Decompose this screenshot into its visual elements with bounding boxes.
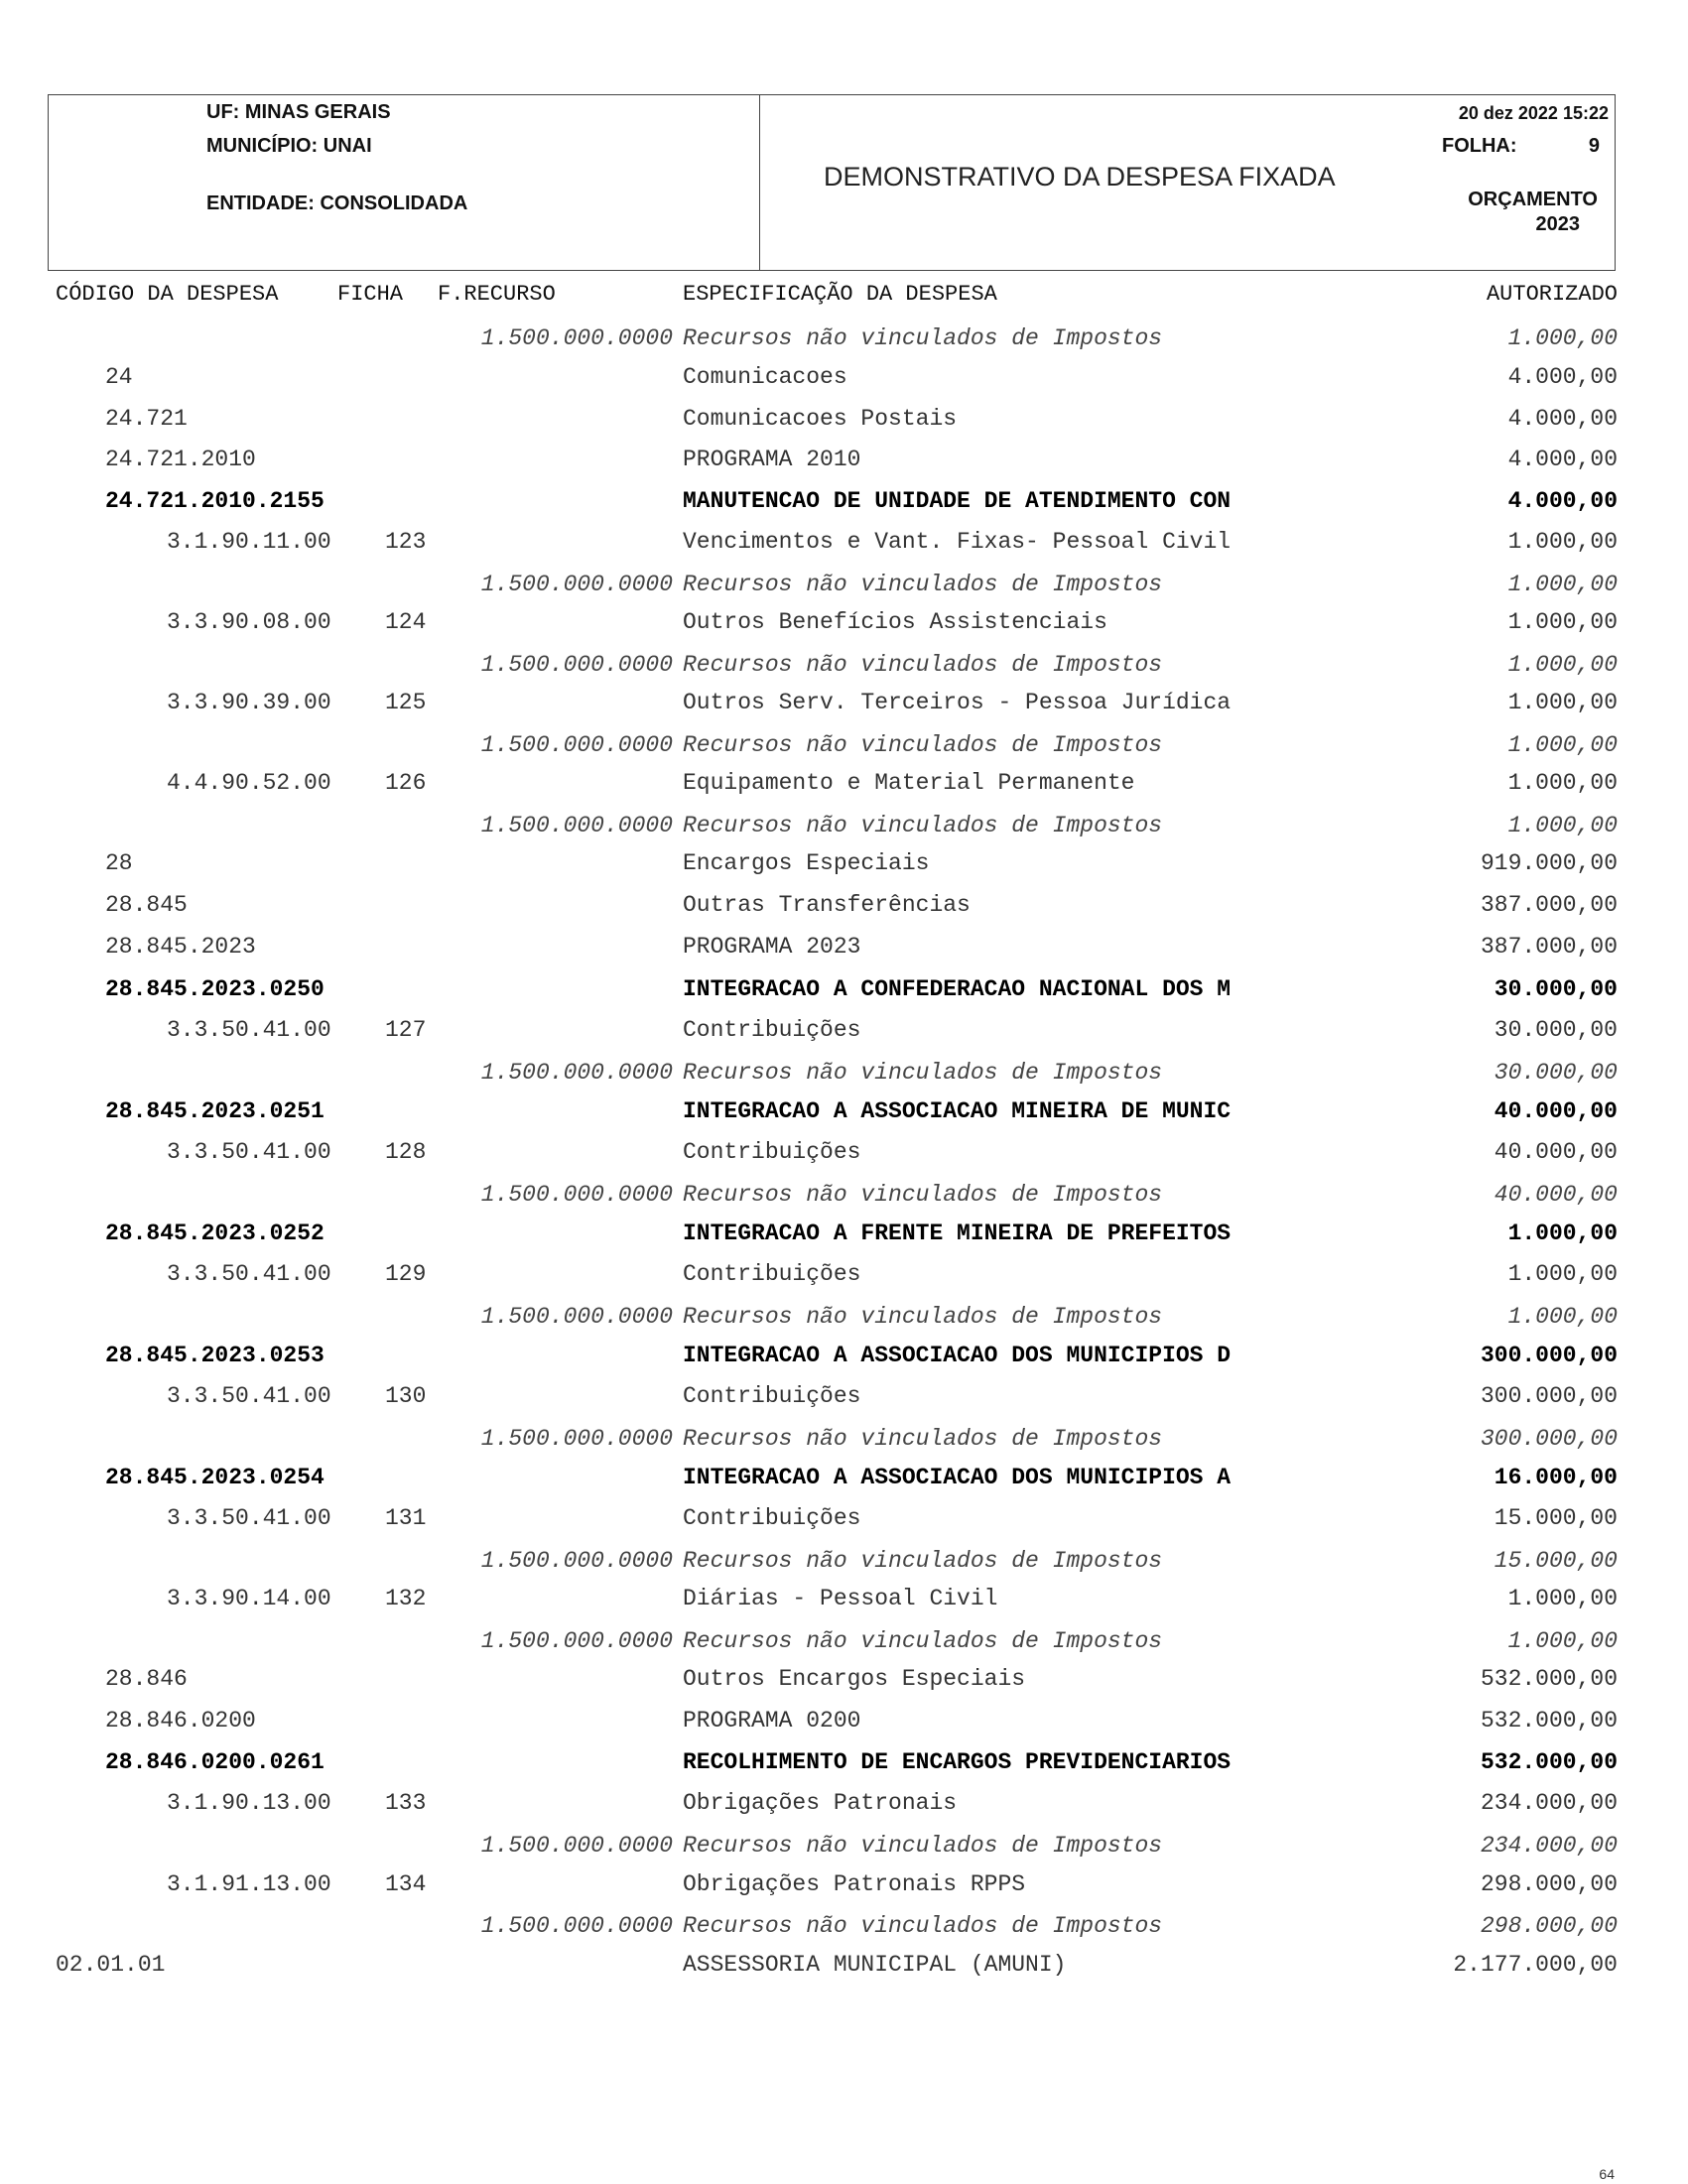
table-row	[0, 1628, 1688, 1660]
row-value: 1.000,00	[1507, 690, 1618, 715]
row-fonte: 1.500.000.0000	[480, 652, 673, 678]
row-code: 28.846.0200.0261	[105, 1749, 325, 1775]
row-value: 2.177.000,00	[1453, 1952, 1618, 1978]
row-code: 28	[105, 850, 133, 876]
row-code: 02.01.01	[56, 1952, 166, 1978]
table-row	[0, 572, 1688, 603]
table-row	[0, 1304, 1688, 1336]
row-code: 3.3.90.08.00	[167, 609, 331, 635]
table-row	[0, 732, 1688, 764]
row-ficha: 134	[385, 1871, 427, 1897]
table-row	[0, 529, 1688, 561]
row-spec: INTEGRACAO A ASSOCIACAO MINEIRA DE MUNIC	[683, 1098, 1232, 1124]
table-row	[0, 1220, 1688, 1252]
row-value: 298.000,00	[1480, 1913, 1618, 1939]
row-spec: Comunicacoes	[683, 364, 847, 390]
uf-label: UF: MINAS GERAIS	[206, 101, 391, 123]
row-value: 1.000,00	[1507, 1628, 1618, 1654]
row-code: 24.721.2010	[105, 447, 256, 472]
row-value: 30.000,00	[1493, 1017, 1618, 1043]
row-code: 28.846	[105, 1666, 188, 1692]
row-spec: Recursos não vinculados de Impostos	[683, 1628, 1163, 1654]
row-fonte: 1.500.000.0000	[480, 1060, 673, 1086]
row-value: 298.000,00	[1480, 1871, 1618, 1897]
table-row	[0, 690, 1688, 721]
row-code: 3.3.50.41.00	[167, 1139, 331, 1165]
col-fonte-header: F.RECURSO	[438, 282, 556, 307]
row-code: 3.3.50.41.00	[167, 1383, 331, 1409]
table-row	[0, 364, 1688, 396]
row-fonte: 1.500.000.0000	[480, 1833, 673, 1859]
row-code: 3.3.90.14.00	[167, 1586, 331, 1611]
row-spec: Contribuições	[683, 1139, 861, 1165]
row-value: 1.000,00	[1507, 572, 1618, 597]
table-row	[0, 1871, 1688, 1903]
row-spec: Obrigações Patronais RPPS	[683, 1871, 1026, 1897]
table-row	[0, 850, 1688, 882]
row-value: 1.000,00	[1507, 325, 1618, 351]
row-fonte: 1.500.000.0000	[480, 572, 673, 597]
row-fonte: 1.500.000.0000	[480, 732, 673, 758]
row-code: 28.845.2023.0254	[105, 1465, 325, 1490]
row-spec: INTEGRACAO A FRENTE MINEIRA DE PREFEITOS	[683, 1220, 1232, 1246]
row-spec: Recursos não vinculados de Impostos	[683, 1548, 1163, 1574]
row-ficha: 124	[385, 609, 427, 635]
row-spec: Contribuições	[683, 1017, 861, 1043]
row-value: 1.000,00	[1507, 732, 1618, 758]
table-row	[0, 1666, 1688, 1698]
row-code: 3.3.50.41.00	[167, 1261, 331, 1287]
row-spec: PROGRAMA 2010	[683, 447, 861, 472]
table-row	[0, 1182, 1688, 1214]
table-row	[0, 1060, 1688, 1092]
row-value: 4.000,00	[1507, 406, 1618, 432]
row-spec: Outros Benefícios Assistenciais	[683, 609, 1107, 635]
table-row	[0, 1749, 1688, 1781]
table-row	[0, 1708, 1688, 1739]
table-row	[0, 1426, 1688, 1458]
table-row	[0, 1343, 1688, 1374]
row-fonte: 1.500.000.0000	[480, 325, 673, 351]
row-value: 532.000,00	[1480, 1708, 1618, 1734]
row-spec: Contribuições	[683, 1383, 861, 1409]
row-spec: Diárias - Pessoal Civil	[683, 1586, 998, 1611]
row-spec: Outros Encargos Especiais	[683, 1666, 1026, 1692]
row-spec: MANUTENCAO DE UNIDADE DE ATENDIMENTO CON	[683, 488, 1232, 514]
report-title: DEMONSTRATIVO DA DESPESA FIXADA	[824, 162, 1336, 192]
row-code: 28.846.0200	[105, 1708, 256, 1734]
folha-label: FOLHA:	[1442, 135, 1517, 157]
row-spec: Recursos não vinculados de Impostos	[683, 652, 1163, 678]
row-spec: Vencimentos e Vant. Fixas- Pessoal Civil	[683, 529, 1232, 555]
table-row	[0, 609, 1688, 641]
municipio-label: MUNICÍPIO: UNAI	[206, 135, 372, 157]
row-value: 4.000,00	[1507, 447, 1618, 472]
row-value: 234.000,00	[1480, 1790, 1618, 1816]
page-number: 64	[1599, 2166, 1615, 2182]
table-row	[0, 1833, 1688, 1864]
row-value: 40.000,00	[1493, 1182, 1618, 1208]
row-ficha: 125	[385, 690, 427, 715]
row-spec: Contribuições	[683, 1505, 861, 1531]
row-ficha: 130	[385, 1383, 427, 1409]
col-codigo-header: CÓDIGO DA DESPESA	[56, 282, 279, 307]
row-value: 919.000,00	[1480, 850, 1618, 876]
row-spec: Recursos não vinculados de Impostos	[683, 572, 1163, 597]
table-row	[0, 1913, 1688, 1945]
table-row	[0, 770, 1688, 802]
table-row	[0, 325, 1688, 357]
row-code: 24	[105, 364, 133, 390]
row-spec: Encargos Especiais	[683, 850, 930, 876]
table-row	[0, 813, 1688, 844]
row-value: 15.000,00	[1493, 1505, 1618, 1531]
table-row	[0, 1952, 1688, 1984]
row-value: 234.000,00	[1480, 1833, 1618, 1859]
row-code: 28.845.2023.0251	[105, 1098, 325, 1124]
row-code: 3.1.91.13.00	[167, 1871, 331, 1897]
row-value: 300.000,00	[1480, 1383, 1618, 1409]
row-fonte: 1.500.000.0000	[480, 1548, 673, 1574]
row-value: 532.000,00	[1480, 1749, 1618, 1775]
row-value: 1.000,00	[1507, 770, 1618, 796]
row-spec: Recursos não vinculados de Impostos	[683, 1182, 1163, 1208]
table-row	[0, 1261, 1688, 1293]
entidade-label: ENTIDADE: CONSOLIDADA	[206, 193, 468, 214]
table-row	[0, 976, 1688, 1008]
row-spec: Equipamento e Material Permanente	[683, 770, 1135, 796]
row-value: 16.000,00	[1493, 1465, 1618, 1490]
row-ficha: 133	[385, 1790, 427, 1816]
row-value: 40.000,00	[1493, 1139, 1618, 1165]
row-ficha: 127	[385, 1017, 427, 1043]
row-spec: Outros Serv. Terceiros - Pessoa Jurídica	[683, 690, 1232, 715]
row-spec: PROGRAMA 2023	[683, 934, 861, 960]
row-code: 3.3.50.41.00	[167, 1017, 331, 1043]
table-row	[0, 1548, 1688, 1580]
row-code: 3.1.90.13.00	[167, 1790, 331, 1816]
col-autorizado-header: AUTORIZADO	[1486, 282, 1618, 307]
row-value: 1.000,00	[1507, 1220, 1618, 1246]
row-spec: Recursos não vinculados de Impostos	[683, 1060, 1163, 1086]
row-spec: Recursos não vinculados de Impostos	[683, 1913, 1163, 1939]
row-value: 1.000,00	[1507, 529, 1618, 555]
row-fonte: 1.500.000.0000	[480, 1304, 673, 1330]
row-fonte: 1.500.000.0000	[480, 1628, 673, 1654]
row-fonte: 1.500.000.0000	[480, 813, 673, 838]
row-spec: INTEGRACAO A ASSOCIACAO DOS MUNICIPIOS A	[683, 1465, 1232, 1490]
row-ficha: 131	[385, 1505, 427, 1531]
row-value: 1.000,00	[1507, 652, 1618, 678]
row-code: 28.845.2023	[105, 934, 256, 960]
table-row	[0, 1383, 1688, 1415]
table-row	[0, 1139, 1688, 1171]
row-ficha: 123	[385, 529, 427, 555]
table-row	[0, 447, 1688, 478]
folha-value: 9	[1588, 135, 1600, 157]
row-ficha: 132	[385, 1586, 427, 1611]
row-spec: Recursos não vinculados de Impostos	[683, 732, 1163, 758]
row-code: 3.1.90.11.00	[167, 529, 331, 555]
row-spec: Recursos não vinculados de Impostos	[683, 1833, 1163, 1859]
row-fonte: 1.500.000.0000	[480, 1426, 673, 1452]
row-fonte: 1.500.000.0000	[480, 1182, 673, 1208]
table-row	[0, 1505, 1688, 1537]
table-row	[0, 488, 1688, 520]
table-row	[0, 1465, 1688, 1496]
row-spec: PROGRAMA 0200	[683, 1708, 861, 1734]
row-ficha: 126	[385, 770, 427, 796]
table-row	[0, 406, 1688, 438]
row-ficha: 129	[385, 1261, 427, 1287]
row-code: 28.845	[105, 892, 188, 918]
row-spec: Recursos não vinculados de Impostos	[683, 325, 1163, 351]
table-row	[0, 652, 1688, 684]
row-fonte: 1.500.000.0000	[480, 1913, 673, 1939]
row-code: 3.3.90.39.00	[167, 690, 331, 715]
row-spec: Obrigações Patronais	[683, 1790, 958, 1816]
row-code: 24.721	[105, 406, 188, 432]
row-spec: Comunicacoes Postais	[683, 406, 958, 432]
table-row	[0, 1098, 1688, 1130]
row-value: 1.000,00	[1507, 813, 1618, 838]
row-spec: RECOLHIMENTO DE ENCARGOS PREVIDENCIARIOS	[683, 1749, 1232, 1775]
row-value: 1.000,00	[1507, 1261, 1618, 1287]
row-value: 1.000,00	[1507, 609, 1618, 635]
row-value: 15.000,00	[1493, 1548, 1618, 1574]
row-spec: Contribuições	[683, 1261, 861, 1287]
orcamento-label: ORÇAMENTO	[1468, 189, 1598, 210]
row-spec: INTEGRACAO A CONFEDERACAO NACIONAL DOS M	[683, 976, 1232, 1002]
table-row	[0, 1790, 1688, 1822]
row-code: 4.4.90.52.00	[167, 770, 331, 796]
row-spec: Recursos não vinculados de Impostos	[683, 1304, 1163, 1330]
table-row	[0, 892, 1688, 924]
report-datetime: 20 dez 2022 15:22	[1458, 103, 1609, 123]
row-spec: Outras Transferências	[683, 892, 971, 918]
row-spec: Recursos não vinculados de Impostos	[683, 1426, 1163, 1452]
row-value: 30.000,00	[1493, 976, 1618, 1002]
row-value: 532.000,00	[1480, 1666, 1618, 1692]
table-row	[0, 934, 1688, 965]
row-value: 4.000,00	[1507, 488, 1618, 514]
row-value: 387.000,00	[1480, 934, 1618, 960]
row-spec: Recursos não vinculados de Impostos	[683, 813, 1163, 838]
row-value: 40.000,00	[1493, 1098, 1618, 1124]
row-code: 28.845.2023.0250	[105, 976, 325, 1002]
row-value: 300.000,00	[1480, 1426, 1618, 1452]
row-value: 1.000,00	[1507, 1586, 1618, 1611]
row-code: 24.721.2010.2155	[105, 488, 325, 514]
table-row	[0, 1586, 1688, 1617]
orcamento-year: 2023	[1535, 213, 1580, 235]
col-especificacao-header: ESPECIFICAÇÃO DA DESPESA	[683, 282, 997, 307]
row-code: 28.845.2023.0253	[105, 1343, 325, 1368]
table-row	[0, 1017, 1688, 1049]
row-code: 28.845.2023.0252	[105, 1220, 325, 1246]
row-spec: INTEGRACAO A ASSOCIACAO DOS MUNICIPIOS D	[683, 1343, 1232, 1368]
col-ficha-header: FICHA	[337, 282, 404, 307]
row-ficha: 128	[385, 1139, 427, 1165]
row-value: 300.000,00	[1480, 1343, 1618, 1368]
row-value: 30.000,00	[1493, 1060, 1618, 1086]
row-value: 4.000,00	[1507, 364, 1618, 390]
row-value: 387.000,00	[1480, 892, 1618, 918]
row-code: 3.3.50.41.00	[167, 1505, 331, 1531]
row-value: 1.000,00	[1507, 1304, 1618, 1330]
row-spec: ASSESSORIA MUNICIPAL (AMUNI)	[683, 1952, 1067, 1978]
